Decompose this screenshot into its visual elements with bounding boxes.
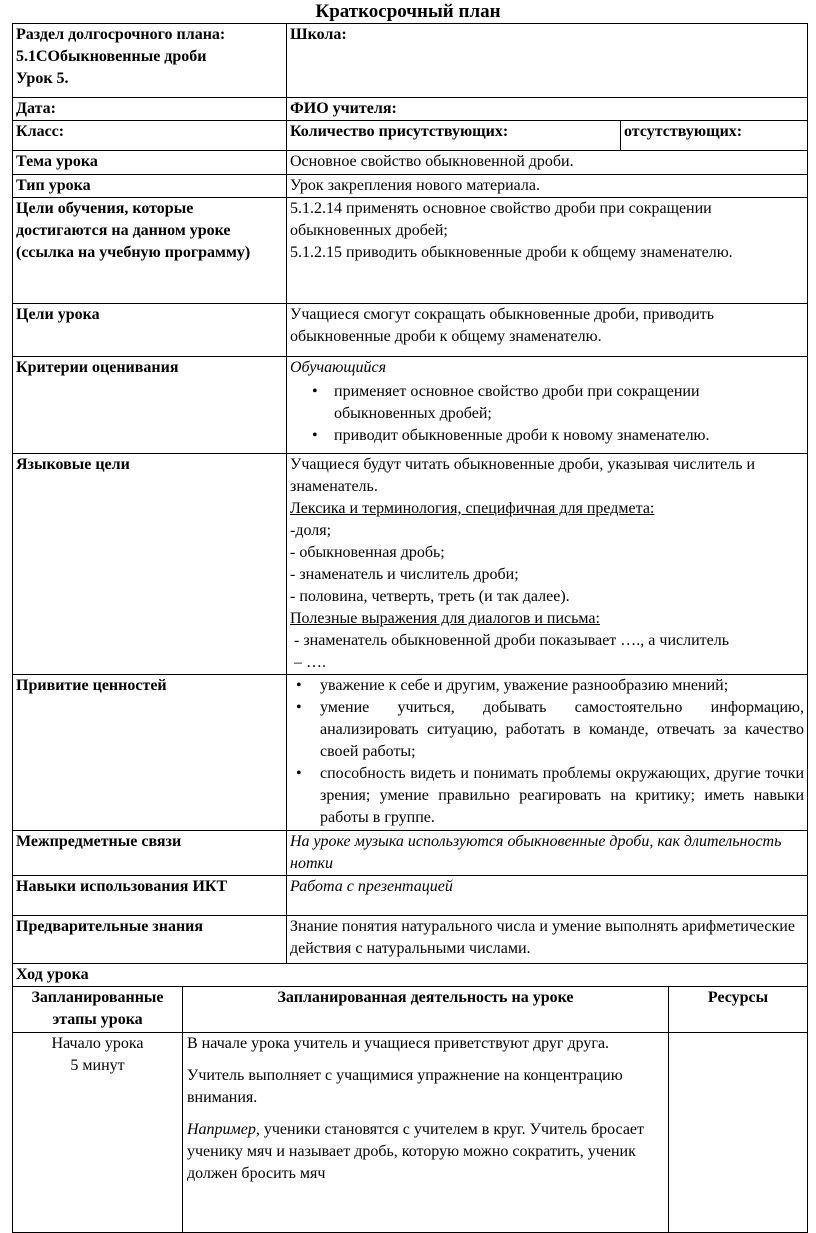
section-label: Раздел долгосрочного плана: xyxy=(16,26,226,43)
vocab-heading: Лексика и терминология, специфичная для предмета: xyxy=(290,500,655,517)
date-label: Дата: xyxy=(16,100,56,117)
type-label: Тип урока xyxy=(13,175,287,198)
stage-duration: 5 минут xyxy=(70,1056,125,1074)
learning-goal-1: 5.1.2.14 применять основное свойство дроби при сокращении обыкновенных дробей; xyxy=(290,200,712,239)
criteria-item: • применяет основное свойство дроби при сокращении обыкновенных дробей; xyxy=(290,381,804,425)
ict-value: Работа с презентацией xyxy=(287,876,808,916)
criteria-label: Критерии оценивания xyxy=(13,357,287,454)
resources-cell xyxy=(669,1032,808,1232)
class-label: Класс: xyxy=(16,123,65,140)
learning-goal-2: 5.1.2.15 приводить обыкновенные дроби к общему знаменателю. xyxy=(290,244,733,261)
criteria-item: • приводит обыкновенные дроби к новому знаменателю. xyxy=(290,425,804,447)
activity-cell xyxy=(183,1032,669,1232)
phrases-heading: Полезные выражения для диалогов и письма: xyxy=(290,610,600,627)
language-intro: Учащиеся будут читать обыкновенные дроби, указывая числитель и знаменатель. xyxy=(290,456,756,495)
learning-goals-label: Цели обучения, которые достигаются на данном уроке (ссылка на учебную программу) xyxy=(13,198,287,304)
col-activity: Запланированная деятельность на уроке xyxy=(183,987,669,1032)
lesson-goals-label: Цели урока xyxy=(13,304,287,357)
interdisciplinary-label: Межпредметные связи xyxy=(13,831,287,876)
absent-label: отсутствующих: xyxy=(624,123,743,140)
col-resources: Ресурсы xyxy=(669,987,808,1032)
values-item: • способность видеть и понимать проблемы окружающих, другие точки зрения; умение правильно реагировать на критику; иметь навыки работы в группе. xyxy=(290,763,804,829)
activity-paragraph: Учитель выполняет с учащимися упражнение на концентрацию внимания. xyxy=(187,1066,623,1106)
section-cell xyxy=(13,24,287,98)
absent-cell xyxy=(621,121,808,151)
stage-name: Начало урока xyxy=(51,1034,144,1052)
type-value: Урок закрепления нового материала. xyxy=(287,175,808,198)
lesson-number: Урок 5. xyxy=(16,70,69,87)
phrase-item: - знаменатель обыкновенной дроби показывает …., а числитель – …. xyxy=(294,632,730,671)
school-label: Школа: xyxy=(290,26,347,43)
prior-label: Предварительные знания xyxy=(13,916,287,964)
activity-paragraph xyxy=(187,1119,648,1185)
col-stages: Запланированные этапы урока xyxy=(13,987,183,1032)
present-cell xyxy=(287,121,621,151)
activity-paragraph: В начале урока учитель и учащиеся приветствуют друг друга. xyxy=(187,1034,610,1052)
values-cell xyxy=(287,675,808,831)
teacher-cell xyxy=(287,98,808,121)
example-label: Например, xyxy=(187,1120,260,1138)
criteria-cell xyxy=(287,357,808,454)
topic-label: Тема урока xyxy=(13,151,287,175)
ict-label: Навыки использования ИКТ xyxy=(13,876,287,916)
values-item: • умение учиться, добывать самостоятельно информацию, анализировать ситуацию, работать в команде, отвечать за качество своей работы; xyxy=(290,697,804,763)
stage-cell xyxy=(13,1032,183,1232)
teacher-label: ФИО учителя: xyxy=(290,100,397,117)
lesson-goals-value: Учащиеся смогут сокращать обыкновенные дроби, приводить обыкновенные дроби к общему знаменателю. xyxy=(287,304,808,357)
course-heading: Ход урока xyxy=(13,964,808,987)
criteria-list xyxy=(290,381,804,447)
present-label: Количество присутствующих: xyxy=(290,123,509,140)
class-cell xyxy=(13,121,287,151)
section-value: 5.1СОбыкновенные дроби xyxy=(16,48,207,65)
plan-table xyxy=(12,23,808,987)
values-label: Привитие ценностей xyxy=(13,675,287,831)
vocab-item: - половина, четверть, треть (и так далее). xyxy=(290,588,570,605)
prior-value: Знание понятия натурального числа и умение выполнять арифметические действия с натуральными числами. xyxy=(287,916,808,964)
criteria-intro: Обучающийся xyxy=(290,359,387,376)
topic-value: Основное свойство обыкновенной дроби. xyxy=(287,151,808,175)
course-table xyxy=(12,987,808,1233)
learning-goals-cell xyxy=(287,198,808,304)
school-cell xyxy=(287,24,808,98)
page-title: Краткосрочный план xyxy=(315,1,501,22)
values-item: • уважение к себе и другим, уважение разнообразию мнений; xyxy=(290,675,804,697)
example-text: ученики становятся с учителем в круг. Учитель бросает ученику мяч и называет дробь, которую можно сократить, ученик должен бросить мяч xyxy=(187,1120,645,1182)
language-label: Языковые цели xyxy=(13,454,287,675)
vocab-item: - обыкновенная дробь; xyxy=(290,544,445,561)
interdisciplinary-value: На уроке музыка используются обыкновенные дроби, как длительность нотки xyxy=(287,831,808,876)
date-cell xyxy=(13,98,287,121)
values-list xyxy=(290,675,804,829)
language-cell xyxy=(287,454,808,675)
vocab-item: -доля; xyxy=(290,522,332,539)
vocab-item: - знаменатель и числитель дроби; xyxy=(290,566,519,583)
